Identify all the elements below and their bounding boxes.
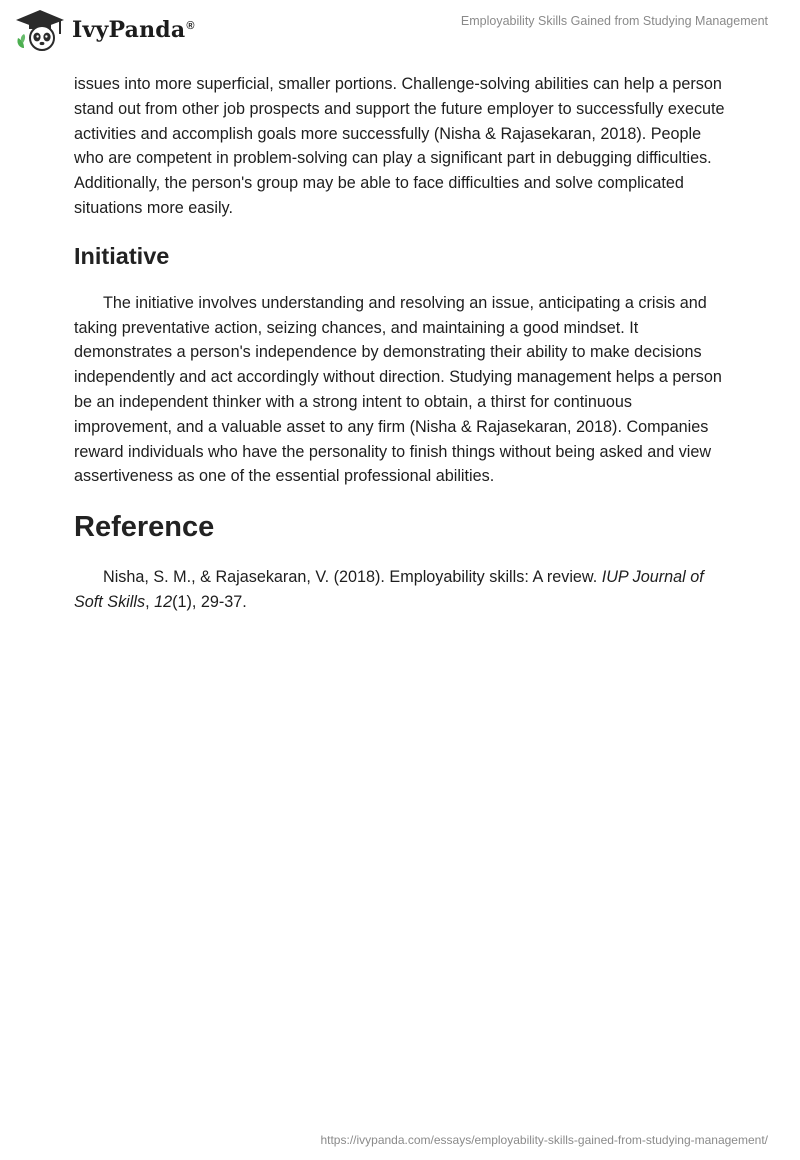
initiative-heading: Initiative — [74, 242, 170, 269]
essay-content — [74, 72, 734, 615]
reference-authors: Nisha, S. M., & Rajasekaran, V. (2018). Employability skills: A review. — [103, 568, 602, 587]
reference-separator: , — [145, 592, 155, 611]
reference-journal: IUP Journal of Soft Skills — [74, 568, 704, 611]
intro-paragraph: issues into more superficial, smaller portions. Challenge-solving abilities can help a person stand out from other job prospects and support the future employer to successfully execute activities and accomplish goals more successfully (Nisha & Rajasekaran, 2018). People who are competent in problem-solving can play a significant part in debugging difficulties. Additionally, the person's group may be able to face difficulties and solve complicated situations more easily. — [74, 75, 725, 217]
initiative-paragraph: The initiative involves understanding and resolving an issue, anticipating a crisis and taking preventative action, seizing chances, and maintaining a good mindset. It demonstrates a person's independence by demonstrating their ability to make decisions independently and act accordingly without direction. Studying management helps a person be an independent thinker with a strong intent to obtain, a thirst for continuous improvement, and a valuable asset to any firm (Nisha & Rajasekaran, 2018). Companies reward individuals who have the personality to finish things without being asked and view assertiveness as one of the essential professional abilities. — [74, 293, 722, 486]
document-title: Employability Skills Gained from Studying Management — [460, 14, 768, 28]
ivypanda-logo[interactable] — [14, 8, 195, 52]
reference-heading: Reference — [74, 511, 215, 544]
reference-entry — [74, 565, 734, 615]
panda-graduation-cap-icon — [14, 8, 66, 52]
source-url[interactable]: https://ivypanda.com/essays/employability-skills-gained-from-studying-management/ — [320, 1133, 768, 1147]
reference-volume: 12 — [154, 592, 173, 611]
reference-pages: (1), 29-37. — [172, 592, 247, 611]
logo-wordmark: IvyPanda® — [72, 17, 195, 43]
page-header — [0, 0, 800, 70]
registered-mark: ® — [186, 19, 195, 32]
